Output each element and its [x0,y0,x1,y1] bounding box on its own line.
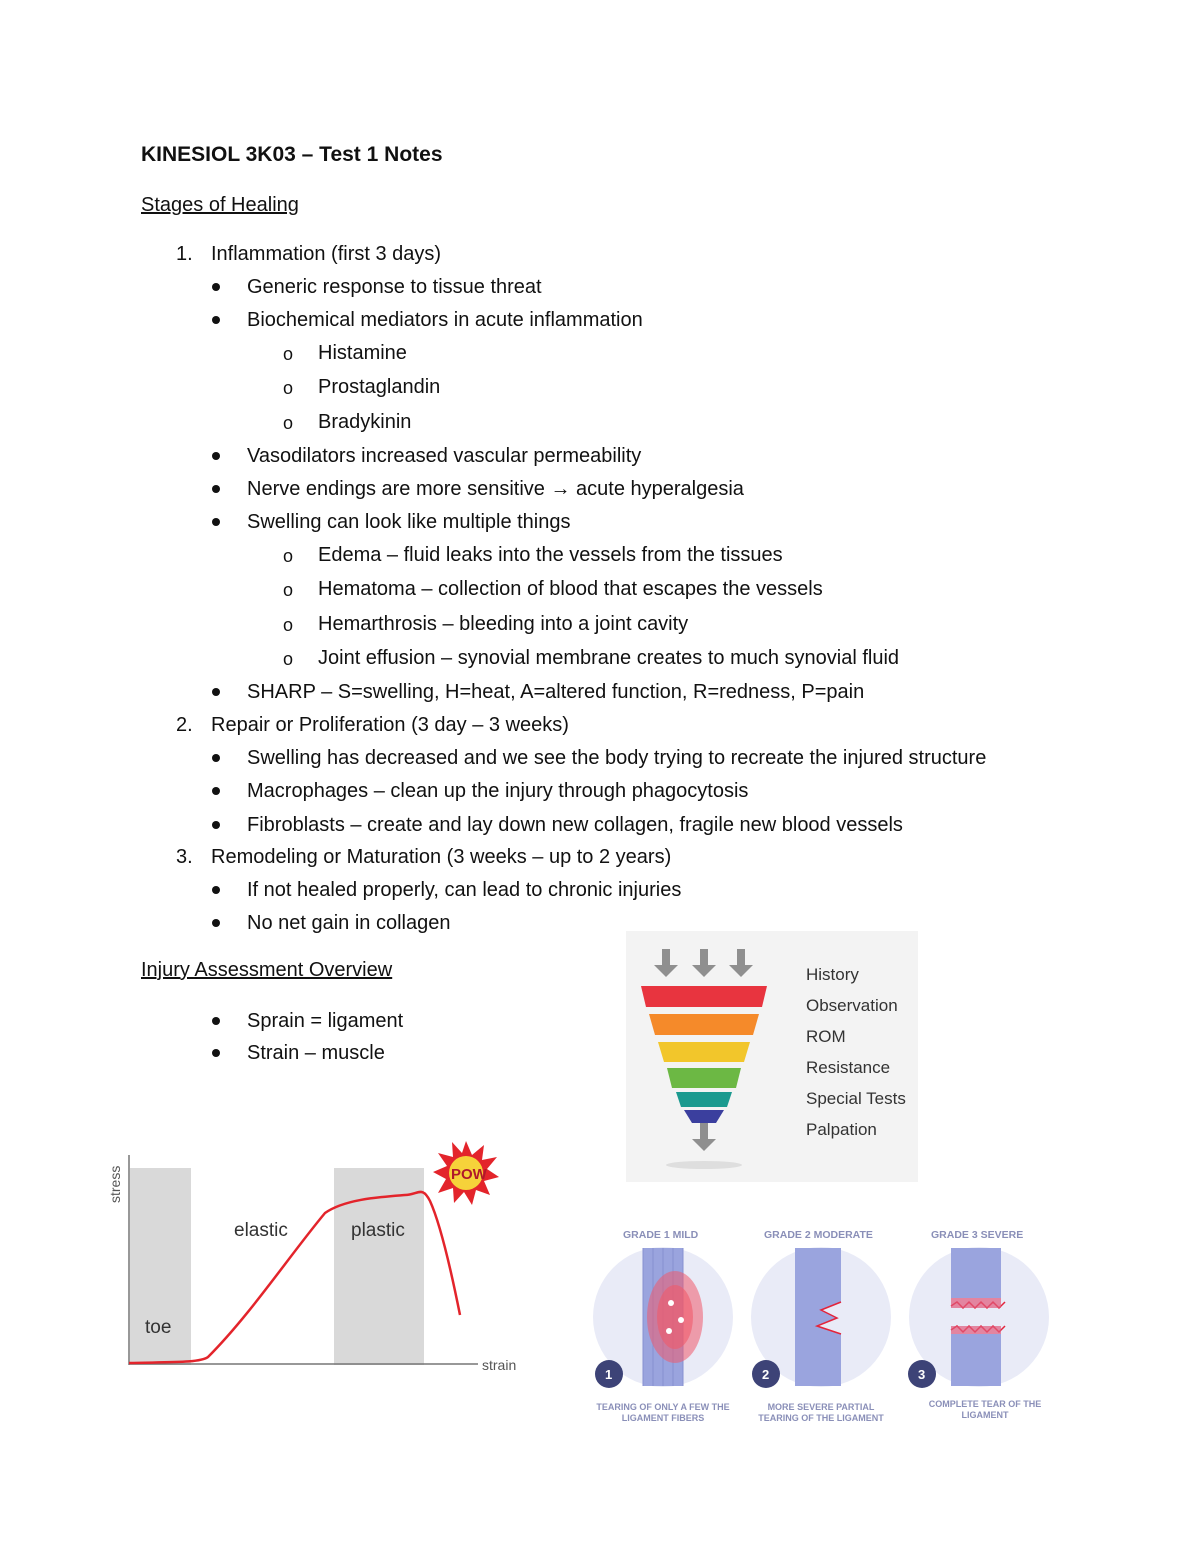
grade-number-badge: 1 [605,1367,613,1382]
bullet-icon [212,688,220,696]
sub-bullet-icon: o [283,413,294,433]
sub-bullet-icon: o [283,378,294,398]
funnel-item: ROM [806,1027,846,1046]
toe-label: toe [145,1317,172,1338]
list-item: No net gain in collagen [247,912,451,934]
funnel-labels [806,959,906,1145]
sub-bullet-icon: o [283,580,294,600]
list-number: 3. [176,846,193,868]
grade-caption: TEARING OF THE LIGAMENT [758,1413,884,1423]
list-item: If not healed properly, can lead to chronic injuries [247,879,682,901]
sub-bullet-icon: o [283,649,294,669]
funnel-layer-1 [641,986,767,1007]
section-heading-injury-assessment: Injury Assessment Overview [141,959,393,981]
list-item: Histamine [318,342,407,364]
elastic-label: elastic [234,1220,288,1241]
bullet-icon [212,919,220,927]
funnel-item: History [806,965,859,984]
document-title: KINESIOL 3K03 – Test 1 Notes [141,143,443,166]
funnel-layer-2 [649,1014,759,1035]
grade-number-badge: 3 [918,1367,926,1382]
stress-strain-diagram [100,1135,530,1385]
bullet-icon [212,283,220,291]
list-item: Edema – fluid leaks into the vessels from the tissues [318,544,783,566]
assessment-funnel-figure [626,931,918,1182]
sub-bullet-icon: o [283,344,294,364]
bullet-icon [212,1049,220,1057]
bullet-icon [212,518,220,526]
list-item: Generic response to tissue threat [247,276,542,298]
x-axis-label: strain [482,1357,517,1373]
bullet-icon [212,485,220,493]
list-item: Macrophages – clean up the injury through phagocytosis [247,780,749,802]
list-number: 2. [176,714,193,736]
grade-header: GRADE 2 MODERATE [764,1229,873,1241]
sub-bullet-icon: o [283,615,294,635]
grade-header: GRADE 3 SEVERE [931,1229,1024,1241]
list-item: SHARP – S=swelling, H=heat, A=altered function, R=redness, P=pain [247,681,865,703]
bullet-icon [212,787,220,795]
funnel-item: Resistance [806,1058,891,1077]
list-number: 1. [176,243,193,265]
list-item: Sprain = ligament [247,1010,404,1032]
funnel-layer-6 [684,1110,724,1123]
list-item: Prostaglandin [318,376,441,398]
grade-caption: COMPLETE TEAR OF THE [928,1399,1042,1409]
list-item: Hematoma – collection of blood that escapes the vessels [318,578,823,600]
bullet-icon [212,452,220,460]
y-axis-label: stress [107,1165,123,1203]
funnel-layer-4 [667,1068,741,1088]
grade-header: GRADE 1 MILD [623,1229,699,1241]
bullet-icon [212,886,220,894]
list-item: Swelling can look like multiple things [247,511,571,533]
funnel-layer-3 [658,1042,750,1062]
list-item: Vasodilators increased vascular permeability [247,445,642,467]
list-item: Swelling has decreased and we see the body trying to recreate the injured structure [247,747,987,769]
stage-label: Remodeling or Maturation (3 weeks – up to 2 years) [211,846,672,868]
list-item: Nerve endings are more sensitive → acute hyperalgesia [247,478,744,500]
sprain-grades-figure [585,1220,1055,1430]
funnel-item: Observation [806,996,898,1015]
grade-caption: LIGAMENT [961,1410,1009,1420]
list-item: Fibroblasts – create and lay down new collagen, fragile new blood vessels [247,814,903,836]
sub-bullet-icon: o [283,546,294,566]
funnel-item: Palpation [806,1120,877,1139]
pow-burst-icon [433,1141,499,1205]
list-item: Joint effusion – synovial membrane creates to much synovial fluid [318,647,900,669]
bullet-icon [212,821,220,829]
bullet-icon [212,316,220,324]
section-heading-stages-of-healing: Stages of Healing [141,194,299,216]
grade-caption: MORE SEVERE PARTIAL [767,1402,875,1412]
list-item: Strain – muscle [247,1042,385,1064]
stage-label: Repair or Proliferation (3 day – 3 weeks) [211,714,569,736]
list-item: Biochemical mediators in acute inflammation [247,309,643,331]
grade-number-badge: 2 [762,1367,770,1382]
list-item: Hemarthrosis – bleeding into a joint cavity [318,613,689,635]
plastic-label: plastic [351,1220,405,1241]
burst-label: POW [451,1166,487,1183]
grade-caption: LIGAMENT FIBERS [621,1413,705,1423]
funnel-layer-5 [676,1092,732,1107]
bullet-icon [212,754,220,762]
grade-caption: TEARING OF ONLY A FEW THE [596,1402,730,1412]
list-item: Bradykinin [318,411,412,433]
bullet-icon [212,1017,220,1025]
funnel-item: Special Tests [806,1089,906,1108]
stage-label: Inflammation (first 3 days) [211,243,442,265]
